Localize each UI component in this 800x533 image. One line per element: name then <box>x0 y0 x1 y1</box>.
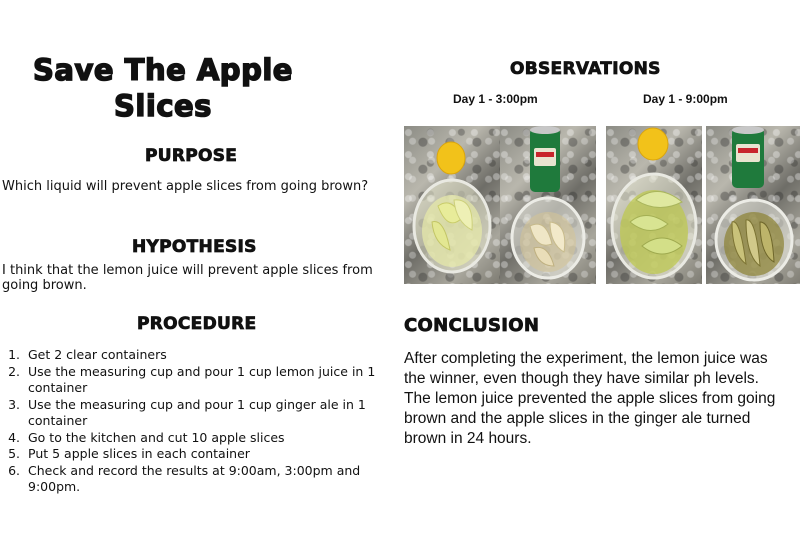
photo-ginger-ale-3pm <box>500 126 596 284</box>
procedure-step: 1. Get 2 clear containers <box>8 347 167 362</box>
photo-lemon-juice-9pm <box>606 126 702 284</box>
procedure-step: 5. Put 5 apple slices in each container <box>8 446 250 461</box>
observations-heading: OBSERVATIONS <box>510 59 661 79</box>
procedure-step: 4. Go to the kitchen and cut 10 apple slices <box>8 429 285 445</box>
photo-lemon-juice-3pm <box>404 126 500 284</box>
conclusion-text: After completing the experiment, the lemon juice was the winner, even though they have similar ph levels. The lemon juice prevented the apple slices from going brown and the apple slices in the ginger ale turned brown in 24 hours. <box>404 350 776 447</box>
procedure-heading: PROCEDURE <box>137 314 257 334</box>
procedure-list <box>6 347 386 496</box>
day-label-2: Day 1 - 9:00pm <box>643 92 728 106</box>
purpose-text: Which liquid will prevent apple slices from going brown? <box>2 179 369 194</box>
lemon-icon <box>437 142 465 174</box>
day-label-1: Day 1 - 3:00pm <box>453 92 538 106</box>
photo-ginger-ale-9pm <box>706 126 800 284</box>
conclusion-heading: CONCLUSION <box>404 315 540 336</box>
procedure-step: 3. Use the measuring cup and pour 1 cup ginger ale in 1 container <box>8 396 366 428</box>
purpose-heading: PURPOSE <box>145 146 238 166</box>
lemon-icon <box>638 128 668 160</box>
procedure-step: 2. Use the measuring cup and pour 1 cup lemon juice in 1 container <box>8 363 376 395</box>
procedure-step: 6. Check and record the results at 9:00am, 3:00pm and 9:00pm. <box>8 462 361 494</box>
hypothesis-heading: HYPOTHESIS <box>132 237 257 257</box>
hypothesis-text: I think that the lemon juice will prevent apple slices from going brown. <box>2 263 373 293</box>
page-title: Save The Apple Slices <box>33 53 293 123</box>
